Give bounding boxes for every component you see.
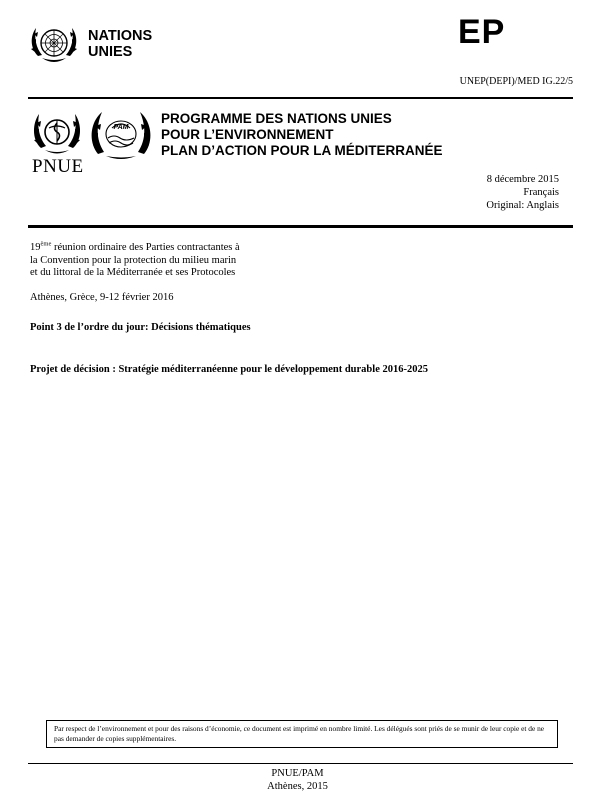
draft-decision-title: Projet de décision : Stratégie méditerranéenne pour le développement durable 2016-2025 <box>30 364 428 375</box>
programme-line3: PLAN D’ACTION POUR LA MÉDITERRANÉE <box>161 143 443 158</box>
document-meta <box>486 173 559 212</box>
document-date: 8 décembre 2015 <box>486 174 559 185</box>
section-divider <box>28 225 573 228</box>
pam-label: PAM <box>113 124 129 131</box>
meeting-info <box>30 242 270 280</box>
footer-org: PNUE/PAM <box>271 768 324 779</box>
footer-divider <box>28 763 573 764</box>
org-name-line1: NATIONS <box>88 28 153 44</box>
meeting-ordinal: 19 <box>30 242 41 253</box>
meeting-ordinal-suffix: ème <box>40 240 52 248</box>
document-symbol: UNEP(DEPI)/MED IG.22/5 <box>459 76 573 87</box>
meeting-venue: Athènes, Grèce, 9-12 février 2016 <box>30 292 174 303</box>
document-language: Français <box>523 187 559 198</box>
distribution-code: EP <box>458 13 506 51</box>
environment-notice: Par respect de l’environnement et pour des raisons d’économie, ce document est imprimé en nombre limité. Les délégués sont priés de se munir de leur copie et de ne pas demander de copies supplémentaires. <box>46 720 558 748</box>
footer-place-year: Athènes, 2015 <box>267 780 328 792</box>
meeting-line1-text: réunion ordinaire des Parties contractantes à <box>51 242 240 253</box>
org-name-line2: UNIES <box>88 44 133 60</box>
document-original: Original: Anglais <box>486 200 559 211</box>
meeting-line1 <box>30 242 270 255</box>
unep-logo-icon <box>30 110 84 160</box>
meeting-line2: la Convention pour la protection du milieu marin <box>30 254 237 266</box>
footer <box>0 768 595 793</box>
programme-line2: POUR L’ENVIRONNEMENT <box>161 127 334 142</box>
programme-line1: PROGRAMME DES NATIONS UNIES <box>161 111 392 126</box>
programme-title <box>161 111 443 159</box>
organization-name <box>88 28 152 60</box>
agenda-item: Point 3 de l’ordre du jour: Décisions thématiques <box>30 322 251 333</box>
header-divider <box>28 97 573 99</box>
pam-logo-icon <box>90 108 152 162</box>
pnue-logo-text: PNUE <box>32 156 84 177</box>
meeting-line3: et du littoral de la Méditerranée et ses Protocoles <box>30 267 236 278</box>
un-emblem-icon <box>28 22 80 68</box>
